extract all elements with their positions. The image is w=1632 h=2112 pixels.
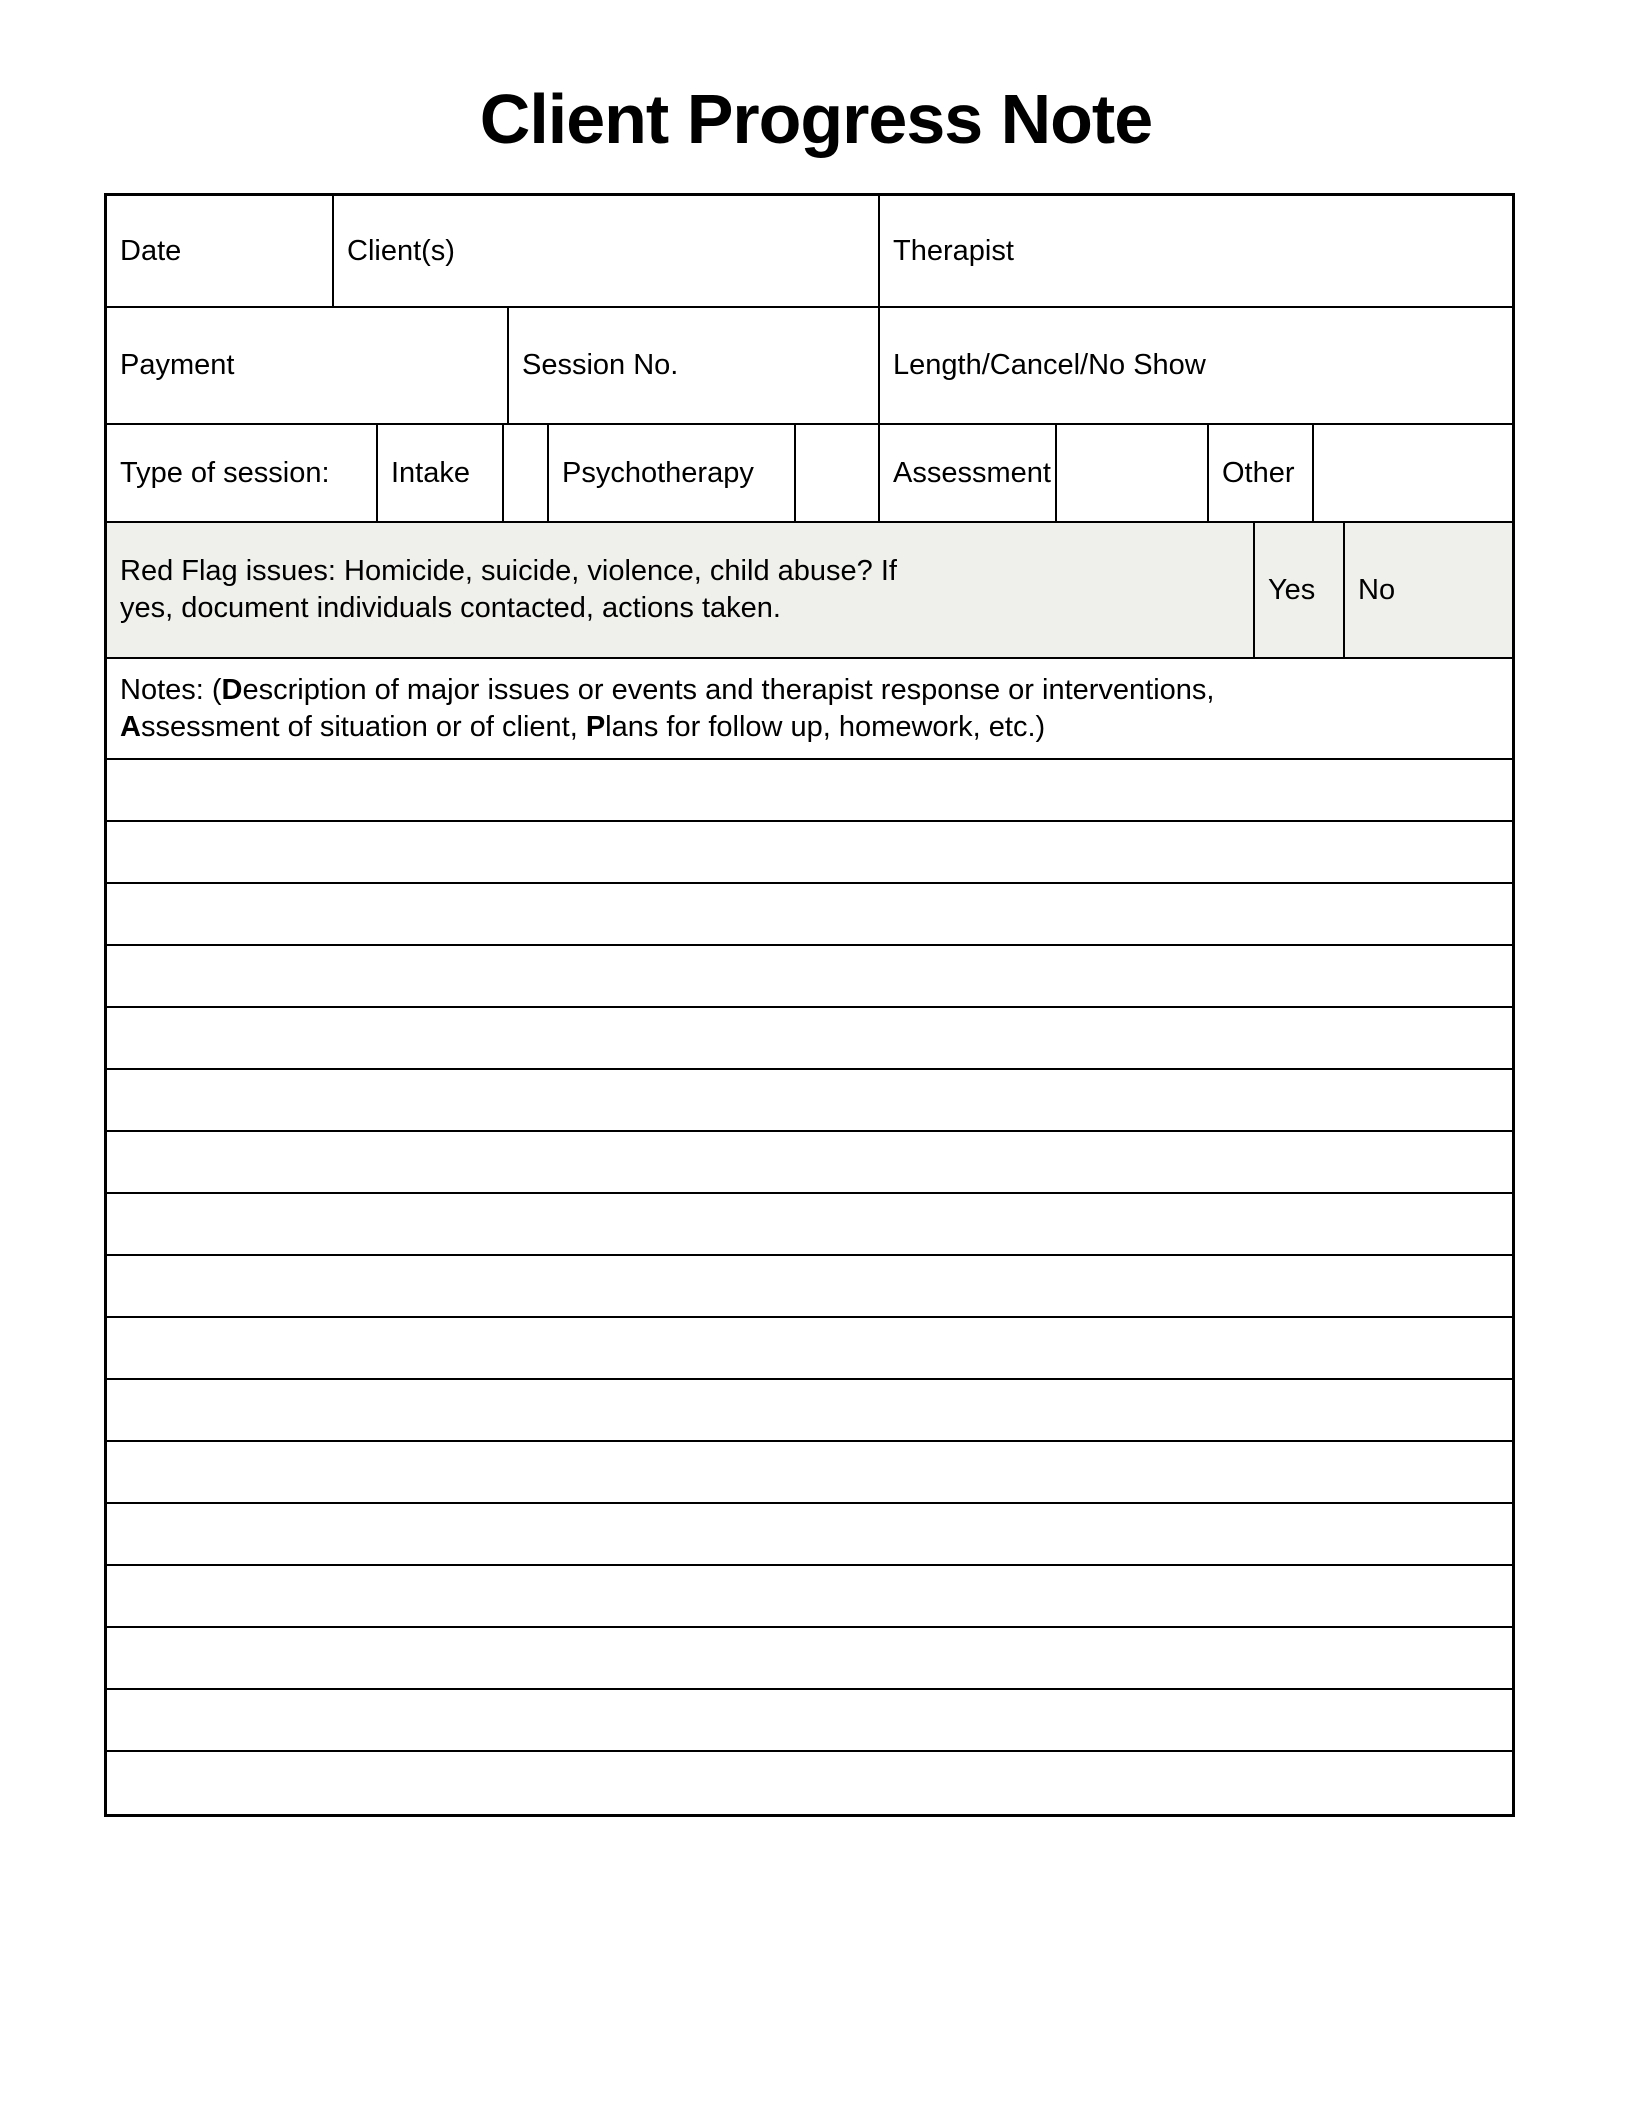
- note-line[interactable]: [107, 1628, 1512, 1690]
- note-line[interactable]: [107, 1690, 1512, 1752]
- note-line[interactable]: [107, 1008, 1512, 1070]
- note-line[interactable]: [107, 822, 1512, 884]
- other-label: Other: [1222, 456, 1295, 489]
- clients-label: Client(s): [347, 234, 455, 267]
- note-line[interactable]: [107, 760, 1512, 822]
- session-type-row: [107, 425, 1512, 523]
- assessment-label: Assessment: [893, 456, 1051, 489]
- note-line[interactable]: [107, 1070, 1512, 1132]
- clients-cell[interactable]: [334, 196, 880, 306]
- no-label: No: [1358, 573, 1396, 606]
- payment-label: Payment: [120, 349, 235, 382]
- note-line[interactable]: [107, 1380, 1512, 1442]
- red-flag-line2: yes, document individuals contacted, actions taken.: [120, 592, 781, 624]
- other-checkbox-cell[interactable]: [1314, 425, 1512, 521]
- intake-label-cell: [378, 425, 504, 521]
- length-cancel-no-show-label: Length/Cancel/No Show: [893, 349, 1206, 382]
- yes-label: Yes: [1268, 573, 1316, 606]
- date-label: Date: [120, 234, 182, 267]
- date-cell[interactable]: [107, 196, 334, 306]
- notes-header-cell: [107, 659, 1512, 758]
- note-line[interactable]: [107, 1442, 1512, 1504]
- assessment-checkbox-cell[interactable]: [1057, 425, 1209, 521]
- notes-header-line2: Assessment of situation or of client, Plans for follow up, homework, etc.): [120, 710, 1046, 743]
- note-line[interactable]: [107, 1566, 1512, 1628]
- therapist-cell[interactable]: [880, 196, 1512, 306]
- page-title: Client Progress Note: [479, 80, 1153, 158]
- red-flag-row: [107, 523, 1512, 659]
- session-type-label-cell: [107, 425, 378, 521]
- session-no-cell[interactable]: [509, 308, 880, 423]
- note-line[interactable]: [107, 1256, 1512, 1318]
- other-label-cell: [1209, 425, 1314, 521]
- note-line[interactable]: [107, 884, 1512, 946]
- notes-header-row: [107, 659, 1512, 760]
- note-line[interactable]: [107, 1752, 1512, 1814]
- psychotherapy-label-cell: [549, 425, 796, 521]
- payment-cell[interactable]: [107, 308, 509, 423]
- red-flag-line1: Red Flag issues: Homicide, suicide, violence, child abuse? If: [120, 555, 897, 587]
- progress-note-table: [104, 193, 1515, 1817]
- length-cancel-no-show-cell[interactable]: [880, 308, 1512, 423]
- note-line[interactable]: [107, 1132, 1512, 1194]
- header-row-1: [107, 196, 1512, 308]
- session-no-label: Session No.: [522, 349, 679, 382]
- no-cell[interactable]: [1345, 523, 1512, 657]
- therapist-label: Therapist: [893, 234, 1014, 267]
- note-line[interactable]: [107, 1504, 1512, 1566]
- intake-label: Intake: [391, 456, 470, 489]
- assessment-label-cell: [880, 425, 1057, 521]
- note-line[interactable]: [107, 946, 1512, 1008]
- note-line[interactable]: [107, 1318, 1512, 1380]
- header-row-2: [107, 308, 1512, 425]
- session-type-label: Type of session:: [120, 456, 330, 489]
- red-flag-text-cell: [107, 523, 1255, 657]
- psychotherapy-label: Psychotherapy: [562, 456, 754, 489]
- notes-header-line1: Notes: (Description of major issues or events and therapist response or interventions,: [120, 673, 1215, 706]
- note-line[interactable]: [107, 1194, 1512, 1256]
- yes-cell[interactable]: [1255, 523, 1345, 657]
- psychotherapy-checkbox-cell[interactable]: [796, 425, 880, 521]
- intake-checkbox-cell[interactable]: [504, 425, 549, 521]
